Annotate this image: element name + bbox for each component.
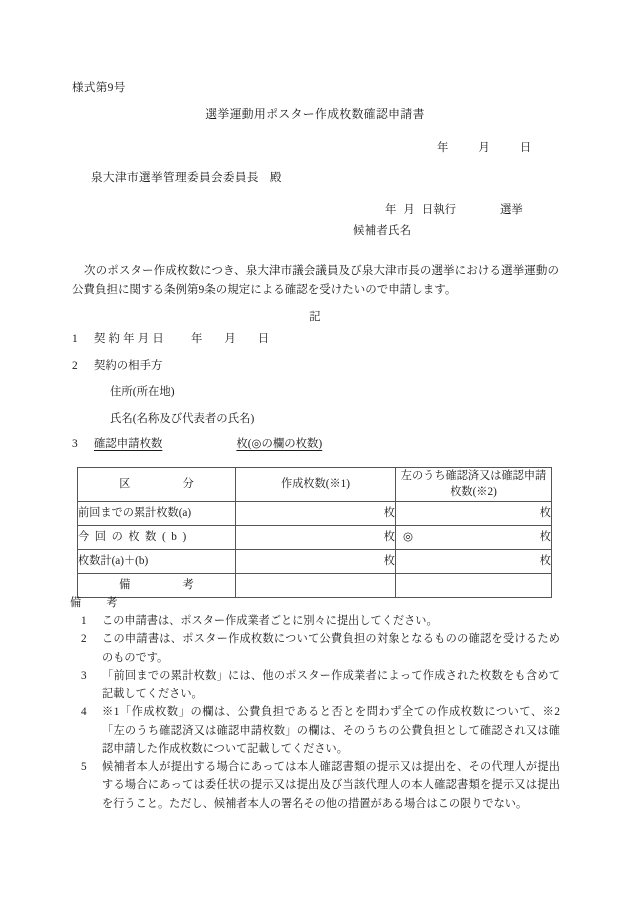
table-header-row bbox=[78, 468, 552, 502]
election-label: 選挙 bbox=[500, 204, 523, 216]
cell-sakusei-total[interactable] bbox=[236, 550, 396, 574]
header-sakusei-maisu: 作成枚数(※1) bbox=[236, 468, 396, 502]
cell-hidari-current[interactable] bbox=[396, 526, 552, 550]
cell-hidari-total[interactable] bbox=[396, 550, 552, 574]
note-number: 5 bbox=[81, 761, 87, 773]
date-year-label: 年 bbox=[437, 142, 449, 154]
intro-paragraph: 次のポスター作成枚数につき、泉大津市議会議員及び泉大津市長の選挙における選挙運動の公費負担に関する条例第9条の規定による確認を受けたいので申請します。 bbox=[72, 265, 559, 296]
notes-list bbox=[78, 612, 560, 813]
addressee-honorific: 殿 bbox=[269, 171, 282, 184]
item1-label: 契約年月日 bbox=[94, 333, 167, 345]
unit-mai: 枚 bbox=[539, 506, 551, 519]
cell-remarks-right[interactable] bbox=[396, 574, 552, 598]
form-number: 様式第9号 bbox=[72, 81, 126, 94]
note-number: 3 bbox=[81, 669, 87, 682]
item-contract-date bbox=[72, 334, 269, 345]
item2-label: 契約の相手方 bbox=[94, 360, 163, 372]
cell-remarks-middle[interactable] bbox=[236, 574, 396, 598]
table-row bbox=[78, 526, 552, 550]
item-confirm-count bbox=[72, 439, 322, 450]
item-counterparty bbox=[72, 361, 162, 372]
election-year-label: 年 bbox=[385, 204, 397, 216]
note-text: 候補者本人が提出する場合にあっては本人確認書類の提示又は提出を、その代理人が提出する場合にあっては委任状の提示又は提出及び当該代理人の本人確認書類を提示又は提出を行うこと。ただし、候補者本人の署名その他の措置がある場合はこの限りでない。 bbox=[102, 761, 560, 810]
note-item bbox=[78, 703, 560, 758]
cell-hidari-previous[interactable] bbox=[396, 502, 552, 526]
unit-mai: 枚 bbox=[539, 530, 551, 543]
note-text: ※1「作成枚数」の欄は、公費負担であると否とを問わず全ての作成枚数について、※2「左のうち確認済又は確認申請枚数」の欄は、そのうちの公費負担として確認され又は確認申請した作成枚数について記載してください。 bbox=[102, 706, 560, 755]
unit-mai: 枚 bbox=[383, 506, 395, 519]
note-text: この申請書は、ポスター作成枚数について公費負担の対象となるものの確認を受けるためのものです。 bbox=[102, 633, 560, 664]
item2-name-label: 氏名(名称及び代表者の氏名) bbox=[110, 413, 255, 425]
note-item bbox=[78, 630, 560, 667]
note-item bbox=[78, 612, 560, 630]
document-title: 選挙運動用ポスター作成枚数確認申請書 bbox=[205, 107, 425, 121]
cell-sakusei-current[interactable] bbox=[236, 526, 396, 550]
header-hidari-kakunin: 左のうち確認済又は確認申請枚数(※2) bbox=[396, 468, 552, 502]
item1-year: 年 bbox=[190, 333, 203, 345]
unit-mai: 枚 bbox=[539, 554, 551, 567]
item3-unit-note: 枚(◎の欄の枚数) bbox=[236, 438, 323, 450]
unit-mai: 枚 bbox=[383, 554, 395, 567]
note-number: 2 bbox=[81, 633, 87, 646]
note-number: 1 bbox=[81, 615, 87, 627]
item1-number: 1 bbox=[72, 333, 78, 345]
date-day-label: 日 bbox=[519, 142, 532, 154]
row-label-total: 枚数計(a)＋(b) bbox=[78, 550, 236, 574]
table-row bbox=[78, 502, 552, 526]
item2-address-label: 住所(所在地) bbox=[110, 386, 175, 398]
note-item bbox=[78, 758, 560, 813]
row-label-current: 今回の枚数(b) bbox=[78, 526, 236, 550]
item3-number: 3 bbox=[72, 438, 78, 450]
item3-label: 確認申請枚数 bbox=[94, 438, 163, 450]
table-remarks-row bbox=[78, 574, 552, 598]
circle-mark: ◎ bbox=[403, 530, 414, 543]
election-month-label: 月 bbox=[403, 204, 415, 216]
note-text: 「前回までの累計枚数」には、他のポスター作成業者によって作成された枚数をも含めて記載してください。 bbox=[102, 669, 560, 700]
addressee-name: 泉大津市選挙管理委員会委員長 bbox=[91, 171, 259, 184]
table-row bbox=[78, 550, 552, 574]
notes-heading: 備 考 bbox=[70, 597, 125, 609]
addressee-line bbox=[91, 172, 282, 184]
ki-mark: 記 bbox=[309, 311, 321, 323]
header-kubun: 区 分 bbox=[78, 468, 236, 502]
candidate-name-label: 候補者氏名 bbox=[353, 225, 412, 237]
note-text: この申請書は、ポスター作成業者ごとに別々に提出してください。 bbox=[102, 615, 438, 627]
row-label-previous-total: 前回までの累計枚数(a) bbox=[78, 502, 236, 526]
item2-number: 2 bbox=[72, 360, 78, 372]
cell-sakusei-previous[interactable] bbox=[236, 502, 396, 526]
election-day-exec-label: 日執行 bbox=[421, 204, 456, 216]
poster-counts-table bbox=[77, 467, 552, 598]
date-month-label: 月 bbox=[478, 142, 490, 154]
submission-date-line bbox=[437, 143, 531, 154]
item1-month: 月 bbox=[224, 333, 236, 345]
row-label-remarks: 備 考 bbox=[78, 574, 236, 598]
unit-mai: 枚 bbox=[383, 530, 395, 543]
note-item bbox=[78, 667, 560, 704]
item1-day: 日 bbox=[257, 333, 270, 345]
election-execution-line bbox=[385, 205, 523, 216]
note-number: 4 bbox=[81, 706, 87, 719]
